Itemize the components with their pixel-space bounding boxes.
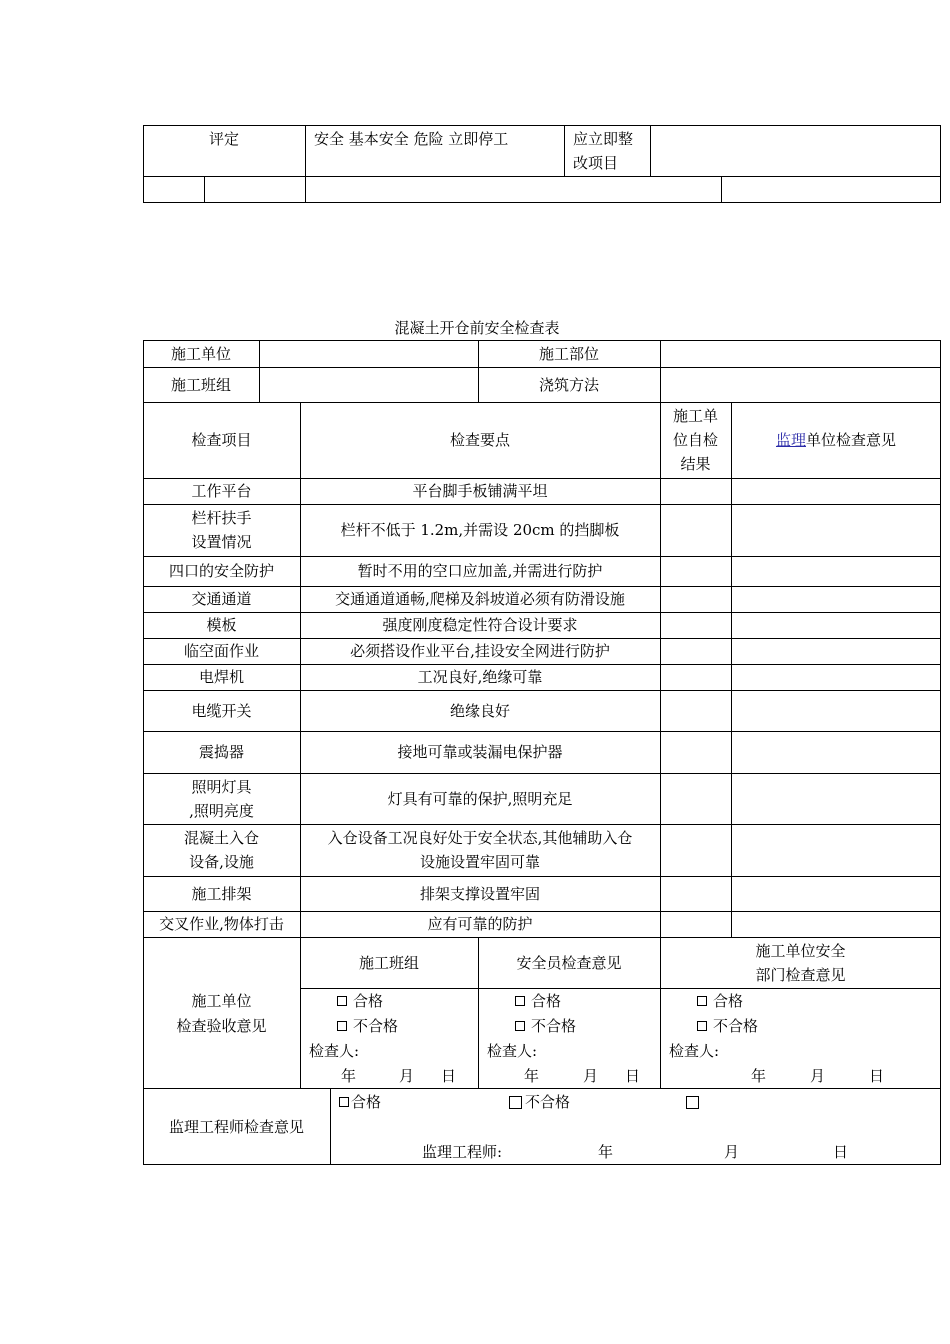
safety-officer-header: 安全员检查意见 — [516, 954, 622, 972]
supervisor-opinion-cell[interactable] — [733, 913, 938, 936]
supervisor-year: 年 — [598, 1143, 614, 1161]
checkbox-icon[interactable] — [697, 996, 707, 1006]
col-header-self-check-2: 位自检 — [672, 431, 718, 449]
safety-pass-option[interactable]: 合格 — [515, 989, 561, 1013]
method-value-field[interactable] — [664, 371, 936, 398]
team-pass-option[interactable]: 合格 — [337, 989, 383, 1013]
supervisor-opinion-cell[interactable] — [733, 775, 938, 823]
team-header: 施工班组 — [358, 954, 419, 972]
col-header-points: 检查要点 — [449, 431, 510, 449]
check-point-text: 强度刚度稳定性符合设计要求 — [382, 616, 578, 634]
self-check-result-cell[interactable] — [662, 692, 729, 730]
check-point-text: 入仓设备工况良好处于安全状态,其他辅助入仓 — [327, 829, 633, 847]
safety-inspector-label: 检查人: — [487, 1042, 538, 1060]
self-check-result-cell[interactable] — [662, 480, 729, 503]
rating-label: 评定 — [208, 130, 239, 148]
check-point-text: 栏杆不低于 1.2m,并需设 20cm 的挡脚板 — [340, 521, 620, 539]
supervisor-opinion-cell[interactable] — [733, 878, 938, 910]
check-point-text: 应有可靠的防护 — [427, 915, 533, 933]
supervisor-pass-option[interactable]: 合格 — [339, 1090, 381, 1114]
dept-day: 日 — [869, 1067, 885, 1085]
acceptance-label-2: 检查验收意见 — [176, 1017, 267, 1035]
supervisor-opinion-cell[interactable] — [733, 588, 938, 611]
checkbox-icon[interactable] — [515, 996, 525, 1006]
checkbox-icon[interactable] — [337, 996, 347, 1006]
check-item-label: 设置情况 — [191, 533, 252, 551]
team-day: 日 — [441, 1067, 457, 1085]
rectify-label-line1: 应立即整 — [573, 130, 634, 148]
supervisor-fail-option[interactable]: 不合格 — [509, 1090, 570, 1114]
acceptance-label-1: 施工单位 — [191, 992, 252, 1010]
self-check-result-cell[interactable] — [662, 614, 729, 637]
checkbox-icon[interactable] — [339, 1097, 349, 1107]
safety-month: 月 — [583, 1067, 599, 1085]
supervisor-opinion-cell[interactable] — [733, 480, 938, 503]
self-check-result-cell[interactable] — [662, 775, 729, 823]
dept-month: 月 — [810, 1067, 826, 1085]
safety-year: 年 — [524, 1067, 540, 1085]
supervisor-opinion-cell[interactable] — [733, 666, 938, 689]
check-point-text: 接地可靠或装漏电保护器 — [397, 743, 563, 761]
check-item-label: 交叉作业,物体打击 — [159, 915, 284, 933]
safety-dept-header-1: 施工单位安全 — [755, 942, 846, 960]
col-header-self-check-1: 施工单 — [672, 407, 718, 425]
check-item-label: 工作平台 — [191, 482, 252, 500]
supervisor-opinion-cell[interactable] — [733, 733, 938, 772]
check-item-label: 混凝土入仓 — [183, 829, 259, 847]
team-month: 月 — [399, 1067, 415, 1085]
self-check-result-cell[interactable] — [662, 588, 729, 611]
check-item-label: 施工排架 — [191, 884, 252, 903]
team-fail-option[interactable]: 不合格 — [337, 1014, 398, 1038]
unit-label: 施工单位 — [170, 345, 231, 363]
check-item-label: 四口的安全防护 — [168, 562, 274, 580]
rectify-label-line2: 改项目 — [573, 154, 619, 172]
supervisor-day: 日 — [833, 1143, 849, 1161]
safety-dept-header-2: 部门检查意见 — [755, 966, 846, 984]
supervisor-opinion-cell[interactable] — [733, 640, 938, 663]
self-check-result-cell[interactable] — [662, 913, 729, 936]
supervisor-month: 月 — [724, 1143, 740, 1161]
check-item-label: 交通通道 — [191, 590, 252, 608]
supervisor-link[interactable]: 监理 — [775, 431, 806, 449]
check-item-label: 模板 — [206, 616, 237, 634]
dept-inspector-label: 检查人: — [669, 1042, 720, 1060]
checkbox-icon[interactable] — [509, 1096, 522, 1109]
rating-options: 安全 基本安全 危险 立即停工 — [314, 130, 509, 148]
unit-value-field[interactable] — [262, 344, 474, 364]
dept-pass-option[interactable]: 合格 — [697, 989, 743, 1013]
col-header-item: 检查项目 — [191, 431, 252, 449]
supervisor-other-option[interactable] — [686, 1090, 702, 1114]
col-header-self-check-3: 结果 — [680, 455, 711, 473]
check-item-label: ,照明亮度 — [189, 801, 254, 820]
check-point-text: 绝缘良好 — [449, 701, 510, 720]
check-item-label: 电缆开关 — [191, 701, 252, 720]
dept-year: 年 — [751, 1067, 767, 1085]
self-check-result-cell[interactable] — [662, 826, 729, 875]
checkbox-icon[interactable] — [515, 1021, 525, 1031]
check-item-label: 设备,设施 — [189, 853, 254, 871]
team-label: 施工班组 — [170, 376, 231, 394]
team-year: 年 — [341, 1067, 357, 1085]
check-point-text: 平台脚手板铺满平坦 — [412, 482, 548, 500]
method-label: 浇筑方法 — [538, 376, 599, 394]
check-point-text: 交通通道通畅,爬梯及斜坡道必须有防滑设施 — [335, 590, 625, 608]
col-header-supervisor: 监理单位检查意见 — [775, 431, 897, 449]
checkbox-icon[interactable] — [697, 1021, 707, 1031]
supervisor-opinion-cell[interactable] — [733, 692, 938, 730]
safety-fail-option[interactable]: 不合格 — [515, 1014, 576, 1038]
supervisor-opinion-cell[interactable] — [733, 614, 938, 637]
supervisor-engineer-label: 监理工程师: — [422, 1143, 503, 1161]
part-label: 施工部位 — [538, 345, 599, 363]
self-check-result-cell[interactable] — [662, 506, 729, 555]
check-point-text: 工况良好,绝缘可靠 — [417, 668, 543, 686]
supervisor-opinion-label: 监理工程师检查意见 — [168, 1118, 304, 1136]
checkbox-icon[interactable] — [686, 1096, 699, 1109]
check-point-text: 暂时不用的空口应加盖,并需进行防护 — [357, 562, 603, 580]
self-check-result-cell[interactable] — [662, 558, 729, 585]
check-item-label: 震捣器 — [198, 743, 244, 761]
self-check-result-cell[interactable] — [662, 666, 729, 689]
check-item-label: 临空面作业 — [183, 642, 259, 660]
supervisor-opinion-cell[interactable] — [733, 826, 938, 875]
checkbox-icon[interactable] — [337, 1021, 347, 1031]
self-check-result-cell[interactable] — [662, 640, 729, 663]
check-point-text: 排架支撑设置牢固 — [419, 884, 540, 903]
form-title: 混凝土开仓前安全检查表 — [394, 319, 560, 337]
check-point-text: 必须搭设作业平台,挂设安全网进行防护 — [350, 642, 610, 660]
part-value-field[interactable] — [664, 344, 936, 364]
safety-day: 日 — [625, 1067, 641, 1085]
team-value-field[interactable] — [262, 371, 474, 398]
supervisor-opinion-cell[interactable] — [733, 506, 938, 555]
self-check-result-cell[interactable] — [662, 878, 729, 910]
supervisor-opinion-cell[interactable] — [733, 558, 938, 585]
check-point-text: 设施设置牢固可靠 — [419, 853, 540, 871]
dept-fail-option[interactable]: 不合格 — [697, 1014, 758, 1038]
check-item-label: 电焊机 — [198, 668, 244, 686]
check-item-label: 栏杆扶手 — [191, 509, 252, 527]
check-item-label: 照明灯具 — [191, 777, 252, 796]
self-check-result-cell[interactable] — [662, 733, 729, 772]
check-point-text: 灯具有可靠的保护,照明充足 — [387, 789, 573, 808]
team-inspector-label: 检查人: — [309, 1042, 360, 1060]
